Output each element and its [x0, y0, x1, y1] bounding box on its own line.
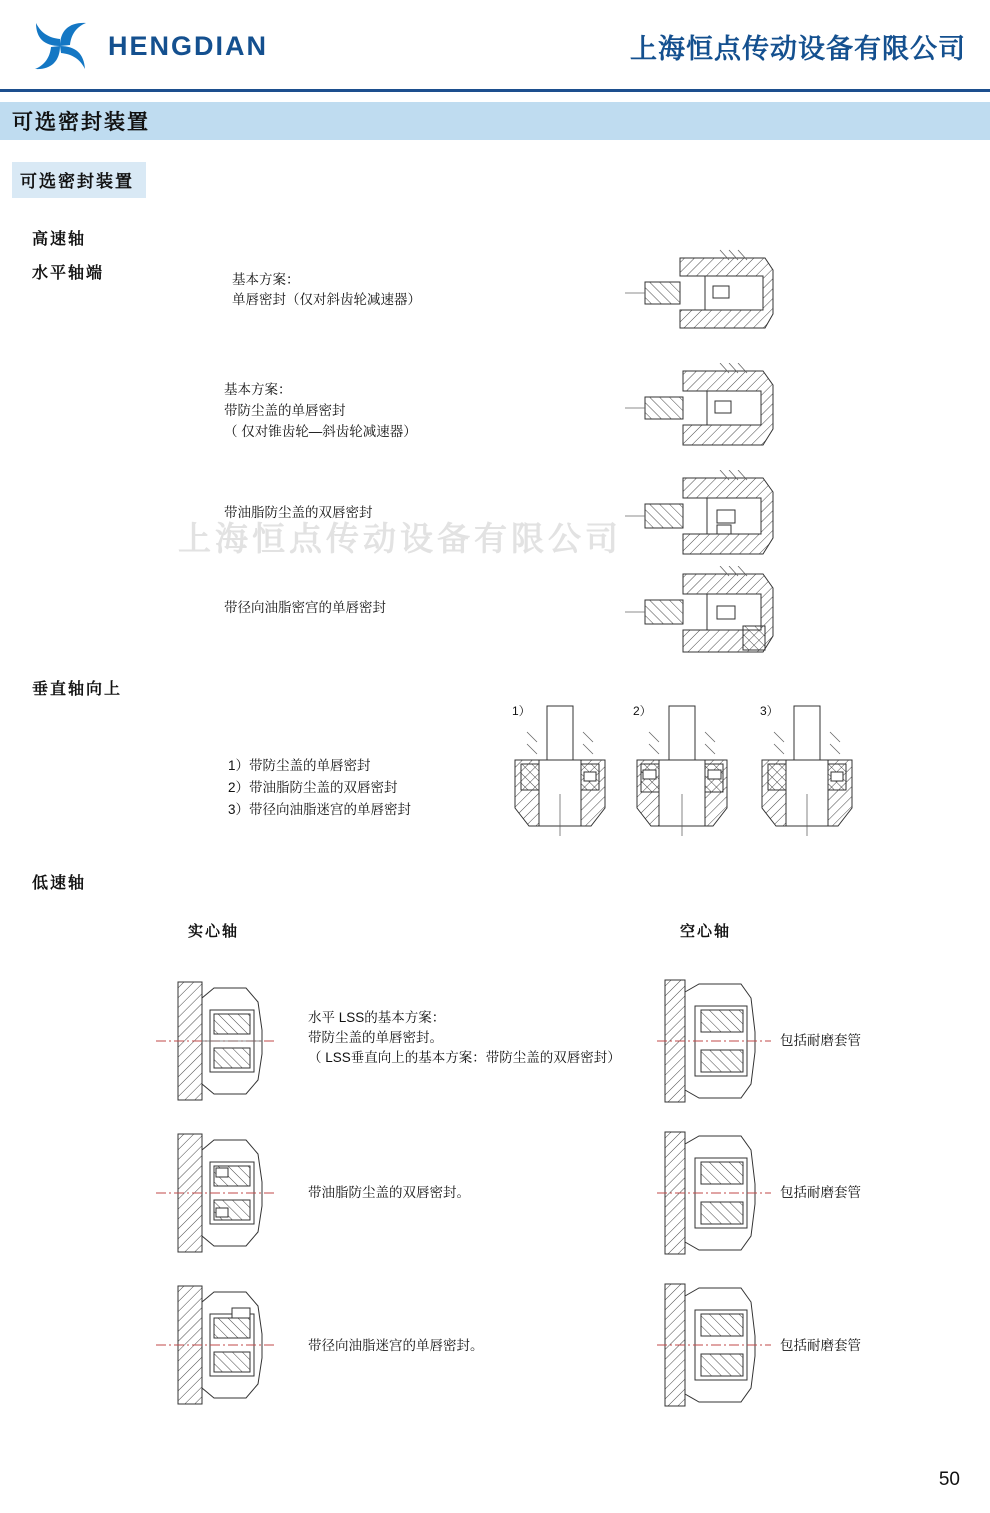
- page-header: [0, 0, 990, 92]
- hss-drawing-3: [625, 470, 775, 562]
- lss-row-3-line-1: 带径向油脂迷宫的单唇密封。: [308, 1338, 484, 1353]
- section-title-bar: [0, 102, 990, 140]
- lss-row-2-line-1: 带油脂防尘盖的双唇密封。: [308, 1185, 470, 1200]
- hss-vertical-item-3: 3）带径向油脂迷宫的单唇密封: [228, 802, 412, 817]
- lss-col-solid: 实心轴: [188, 923, 240, 940]
- watermark-text: 上海恒点传动设备有限公司: [178, 520, 622, 557]
- page-number: 50: [938, 1469, 960, 1490]
- hss-item-2-line-2: 带防尘盖的单唇密封: [224, 403, 346, 418]
- hss-item-4-line-1: 带径向油脂密宫的单唇密封: [224, 600, 386, 615]
- hss-drawing-2: [625, 363, 775, 453]
- hss-vertical-drawing-1: [505, 698, 615, 838]
- hss-vertical-callout-1: 1）: [512, 704, 531, 718]
- lss-col-hollow: 空心轴: [680, 923, 732, 940]
- subsection-title: 可选密封装置: [12, 162, 146, 198]
- hss-vertical-drawing-2: [627, 698, 737, 838]
- hss-drawing-1: [625, 248, 775, 338]
- lss-drawing-solid-3: [150, 1280, 280, 1410]
- lss-row-2-right-label: 包括耐磨套管: [780, 1185, 861, 1200]
- hss-vertical-item-1: 1）带防尘盖的单唇密封: [228, 758, 371, 773]
- hss-horizontal-title: 水平轴端: [32, 265, 105, 282]
- lss-row-3-right-label: 包括耐磨套管: [780, 1338, 861, 1353]
- hss-vertical-item-2: 2）带油脂防尘盖的双唇密封: [228, 780, 398, 795]
- lss-row-1-line-1: 水平 LSS的基本方案：: [308, 1010, 446, 1025]
- hss-vertical-callout-3: 3）: [760, 704, 779, 718]
- section-title: 可选密封装置: [12, 111, 150, 134]
- hss-item-2-line-3: （ 仅对锥齿轮—斜齿轮减速器）: [224, 424, 417, 439]
- brand: [30, 18, 268, 74]
- hss-item-2-line-1: 基本方案：: [224, 382, 292, 397]
- pinwheel-logo-icon: [30, 18, 92, 74]
- lss-row-1-line-2: 带防尘盖的单唇密封。: [308, 1030, 443, 1045]
- lss-drawing-hollow-3: [655, 1280, 775, 1410]
- brand-name: HENGDIAN: [108, 30, 269, 61]
- hss-vertical-title: 垂直轴向上: [32, 681, 123, 698]
- lss-drawing-hollow-2: [655, 1128, 775, 1258]
- lss-row-1-right-label: 包括耐磨套管: [780, 1033, 861, 1048]
- hss-item-3-line-1: 带油脂防尘盖的双唇密封: [224, 505, 373, 520]
- hss-item-1-line-2: 单唇密封（仅对斜齿轮减速器）: [232, 292, 421, 307]
- company-name-cn: 上海恒点传动设备有限公司: [630, 33, 966, 64]
- hss-item-1-line-1: 基本方案：: [232, 272, 300, 287]
- lss-title: 低速轴: [32, 875, 87, 892]
- hss-vertical-drawing-3: [752, 698, 862, 838]
- hss-drawing-4: [625, 566, 775, 660]
- hss-title: 高速轴: [32, 231, 87, 248]
- lss-drawing-solid-2: [150, 1128, 280, 1258]
- hss-vertical-callout-2: 2）: [633, 704, 652, 718]
- lss-drawing-hollow-1: [655, 976, 775, 1106]
- lss-drawing-solid-1: [150, 976, 280, 1106]
- lss-row-1-line-3: （ LSS垂直向上的基本方案：带防尘盖的双唇密封）: [308, 1050, 621, 1065]
